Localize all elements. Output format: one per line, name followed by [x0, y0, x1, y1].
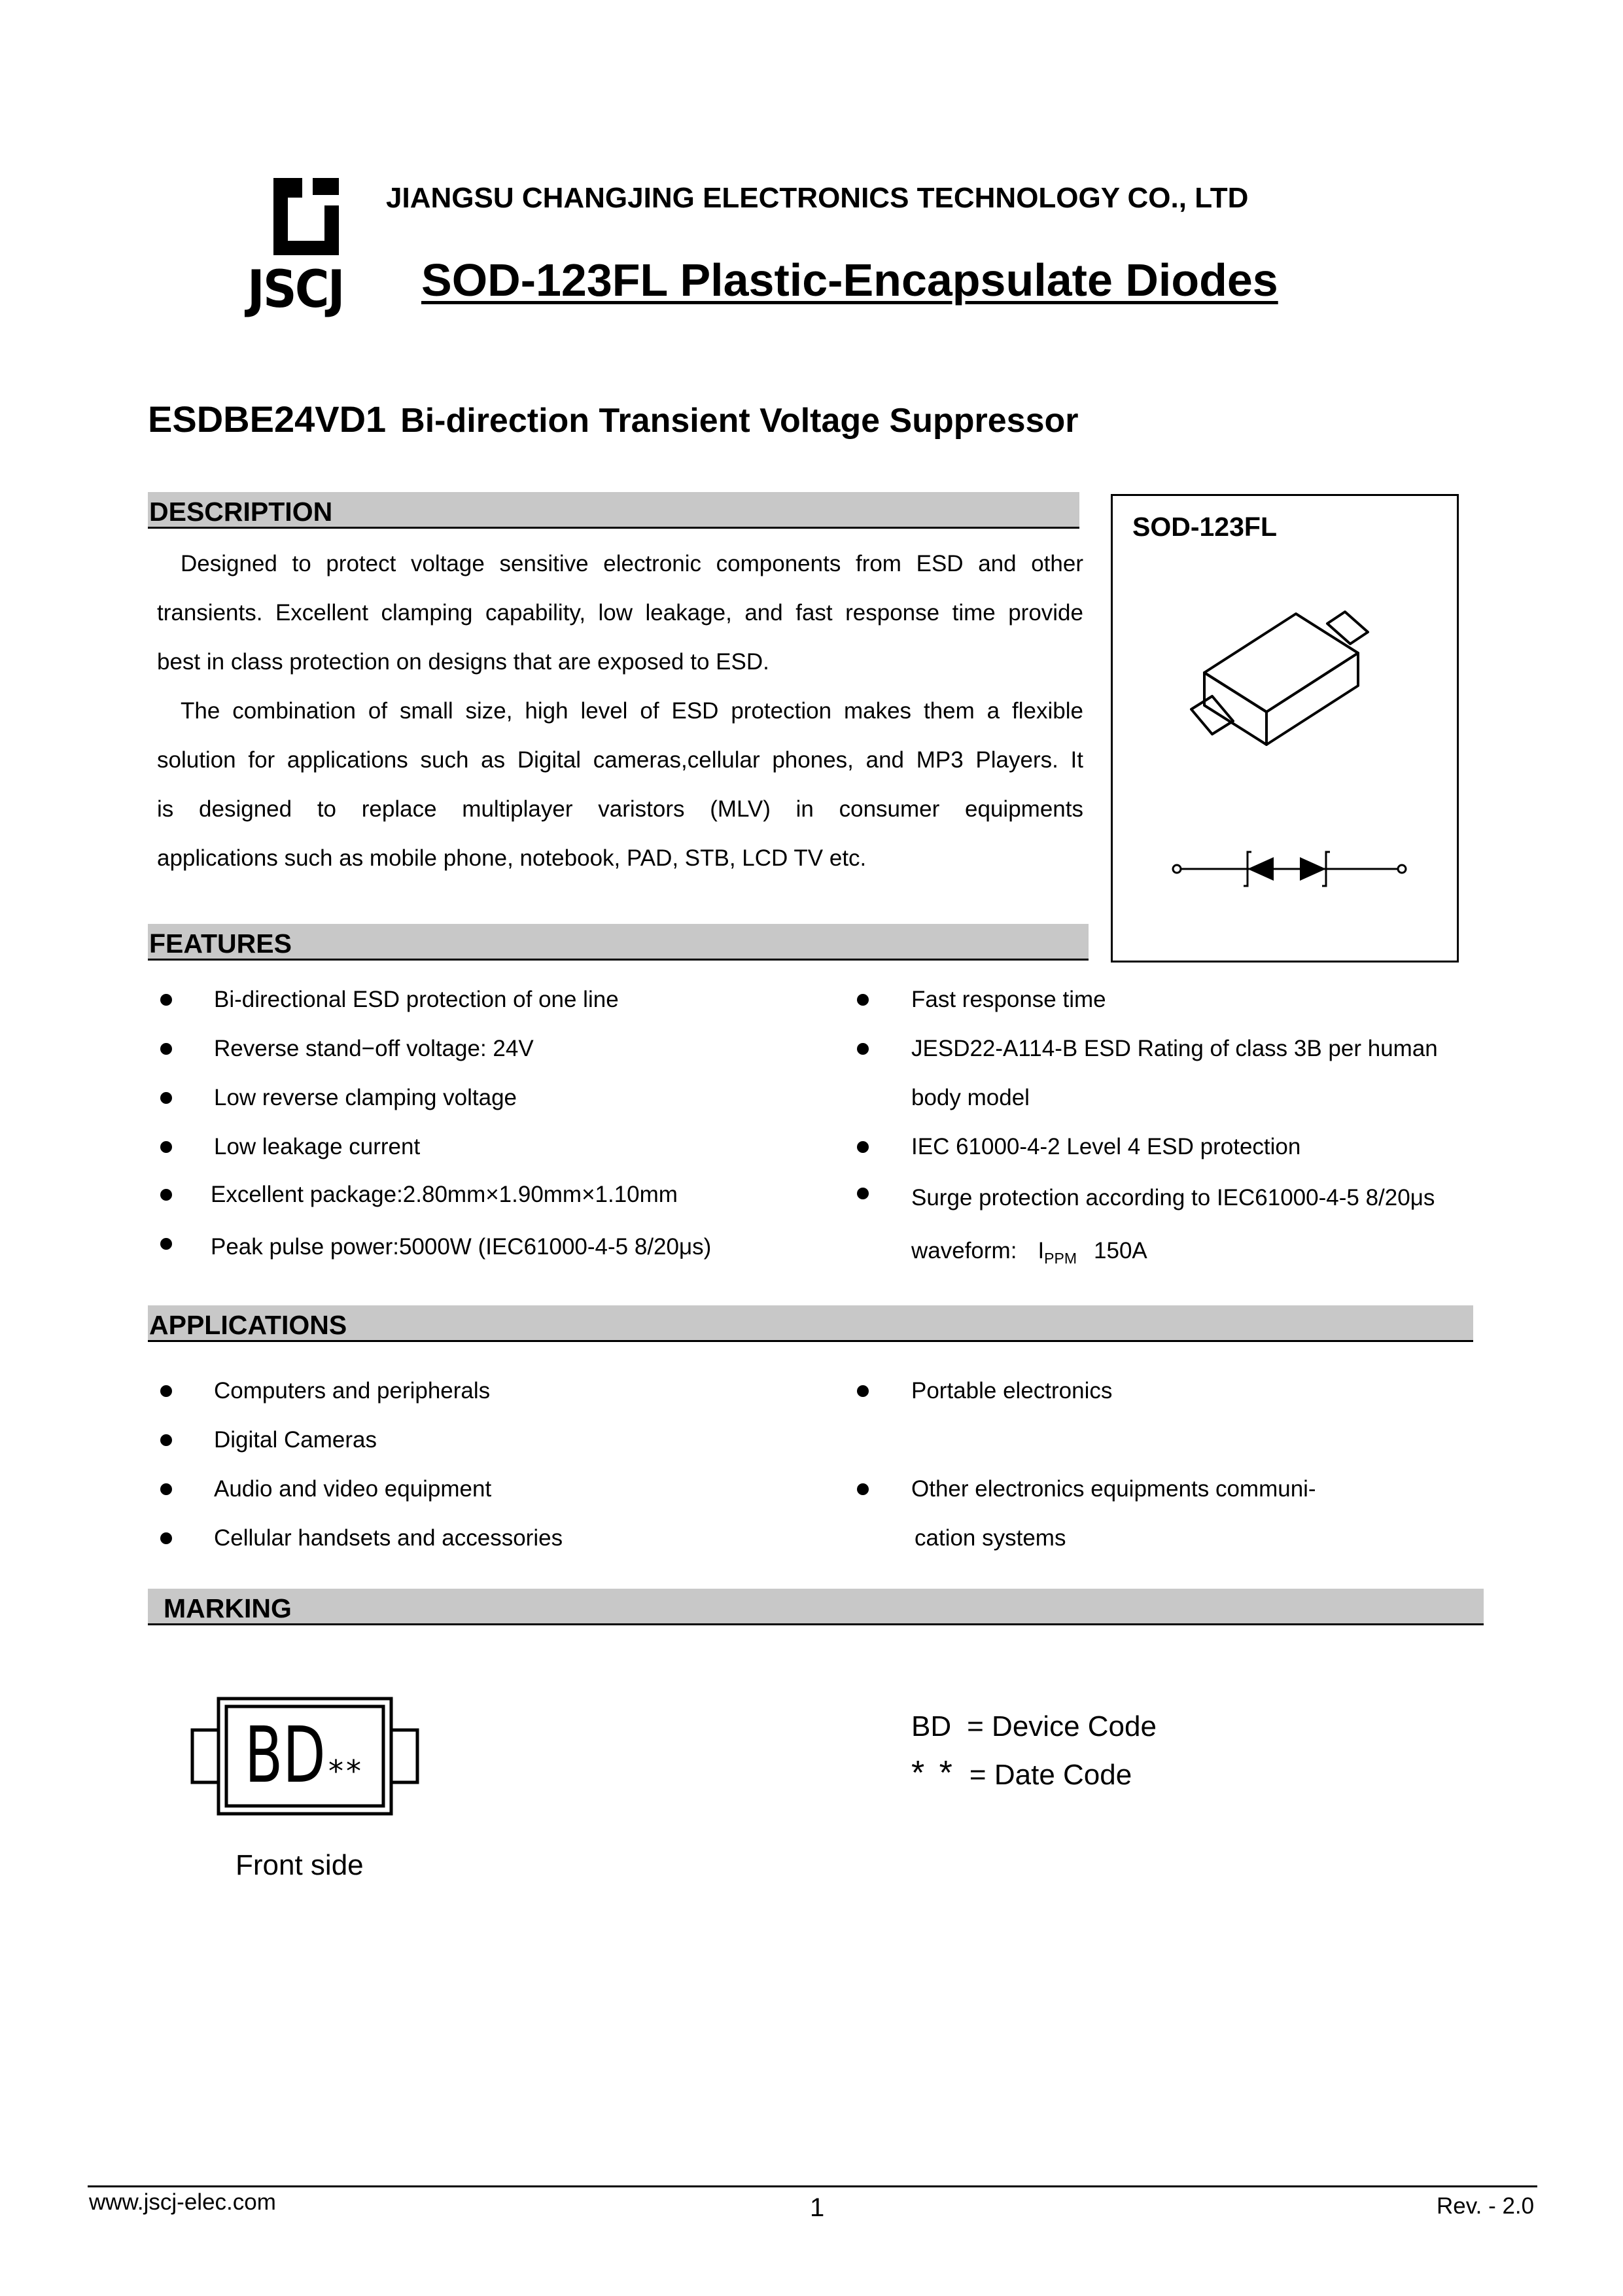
legend-device-value: = Device Code — [967, 1710, 1157, 1742]
legend-device-code — [911, 1710, 1157, 1743]
bullet-icon — [160, 1238, 172, 1250]
description-line: solution for applications such as Digital cameras,cellular phones, and MP3 Players. It — [157, 747, 1083, 773]
features-heading: FEATURES — [149, 928, 292, 959]
bullet-icon — [160, 1483, 172, 1495]
footer-divider — [88, 2185, 1537, 2187]
feature-item: Peak pulse power:5000W (IEC61000-4-5 8/20μs) — [211, 1234, 712, 1260]
feature-item: Bi-directional ESD protection of one line — [214, 987, 619, 1012]
description-heading: DESCRIPTION — [149, 497, 333, 527]
ippm-value: 150A — [1094, 1238, 1147, 1263]
company-logo — [247, 177, 378, 321]
application-item: Digital Cameras — [214, 1427, 377, 1453]
bullet-icon — [160, 1532, 172, 1544]
features-section-bar — [148, 924, 1089, 961]
bullet-icon — [160, 1092, 172, 1104]
package-label: SOD-123FL — [1132, 512, 1277, 542]
bullet-icon — [160, 1043, 172, 1055]
applications-section-bar — [148, 1305, 1473, 1342]
marking-device-code: BD — [245, 1710, 326, 1800]
bullet-icon — [857, 1188, 869, 1199]
logo-wordmark: JSCJ — [247, 260, 343, 319]
part-description: Bi-direction Transient Voltage Suppressor — [400, 402, 1079, 440]
bullet-icon — [160, 1434, 172, 1446]
description-line: is designed to replace multiplayer varistors (MLV) in consumer equipments — [157, 796, 1083, 822]
bullet-icon — [160, 1385, 172, 1397]
part-heading — [148, 398, 1079, 440]
ippm-symbol: I — [1038, 1238, 1045, 1263]
bullet-icon — [160, 1141, 172, 1153]
marking-caption: Front side — [236, 1849, 364, 1881]
bullet-icon — [857, 1385, 869, 1397]
bullet-icon — [857, 1141, 869, 1153]
description-text — [157, 539, 1083, 883]
footer-revision: Rev. - 2.0 — [1437, 2193, 1535, 2219]
application-item: Cellular handsets and accessories — [214, 1525, 563, 1551]
bullet-icon — [857, 1043, 869, 1055]
application-item: Audio and video equipment — [214, 1476, 492, 1502]
bidirectional-tvs-symbol-icon — [1169, 843, 1411, 895]
legend-device-key: BD — [911, 1710, 952, 1742]
waveform-label: waveform: — [911, 1238, 1017, 1263]
marking-date-code: ** — [328, 1754, 364, 1789]
application-item: Portable electronics — [911, 1378, 1113, 1404]
bullet-icon — [160, 1189, 172, 1201]
marking-section-bar — [148, 1589, 1484, 1625]
footer-website: www.jscj-elec.com — [89, 2189, 276, 2215]
description-line: The combination of small size, high level of ESD protection makes them a flexible — [181, 698, 1083, 724]
feature-item: Fast response time — [911, 987, 1106, 1012]
feature-item: IEC 61000-4-2 Level 4 ESD protection — [911, 1134, 1301, 1159]
bullet-icon — [857, 994, 869, 1006]
legend-date-key: * * — [911, 1754, 955, 1792]
feature-item: JESD22-A114-B ESD Rating of class 3B per human — [911, 1036, 1438, 1061]
legend-date-value: = Date Code — [969, 1759, 1132, 1791]
document-title: SOD-123FL Plastic-Encapsulate Diodes — [421, 255, 1278, 306]
package-box — [1111, 494, 1459, 963]
application-item: Computers and peripherals — [214, 1378, 491, 1404]
marking-heading: MARKING — [164, 1593, 292, 1623]
description-line: applications such as mobile phone, notebook, PAD, STB, LCD TV etc. — [157, 845, 867, 871]
feature-item — [911, 1237, 1147, 1273]
description-line: transients. Excellent clamping capability, low leakage, and fast response time provide — [157, 600, 1083, 626]
applications-heading: APPLICATIONS — [149, 1310, 347, 1340]
feature-item: Excellent package:2.80mm×1.90mm×1.10mm — [211, 1182, 678, 1207]
footer-page-number: 1 — [810, 2193, 825, 2222]
description-line: best in class protection on designs that are exposed to ESD. — [157, 649, 769, 675]
package-outline-icon — [1165, 581, 1414, 777]
feature-item: body model — [911, 1085, 1030, 1110]
ippm-subscript: PPM — [1044, 1250, 1077, 1267]
feature-item: Low reverse clamping voltage — [214, 1085, 517, 1110]
feature-item: Low leakage current — [214, 1134, 421, 1159]
feature-item: Reverse stand−off voltage: 24V — [214, 1036, 534, 1061]
application-item: cation systems — [915, 1525, 1066, 1551]
description-line: Designed to protect voltage sensitive electronic components from ESD and other — [181, 551, 1083, 576]
company-name: JIANGSU CHANGJING ELECTRONICS TECHNOLOGY CO., LTD — [386, 182, 1249, 214]
marking-diagram — [190, 1696, 423, 1818]
legend-date-code — [911, 1754, 1132, 1793]
part-number: ESDBE24VD1 — [148, 398, 387, 440]
description-section-bar — [148, 492, 1079, 529]
bullet-icon — [857, 1483, 869, 1495]
feature-item: Surge protection according to IEC61000-4-5 8/20μs — [911, 1185, 1435, 1210]
bullet-icon — [160, 994, 172, 1006]
application-item: Other electronics equipments communi- — [911, 1476, 1316, 1502]
